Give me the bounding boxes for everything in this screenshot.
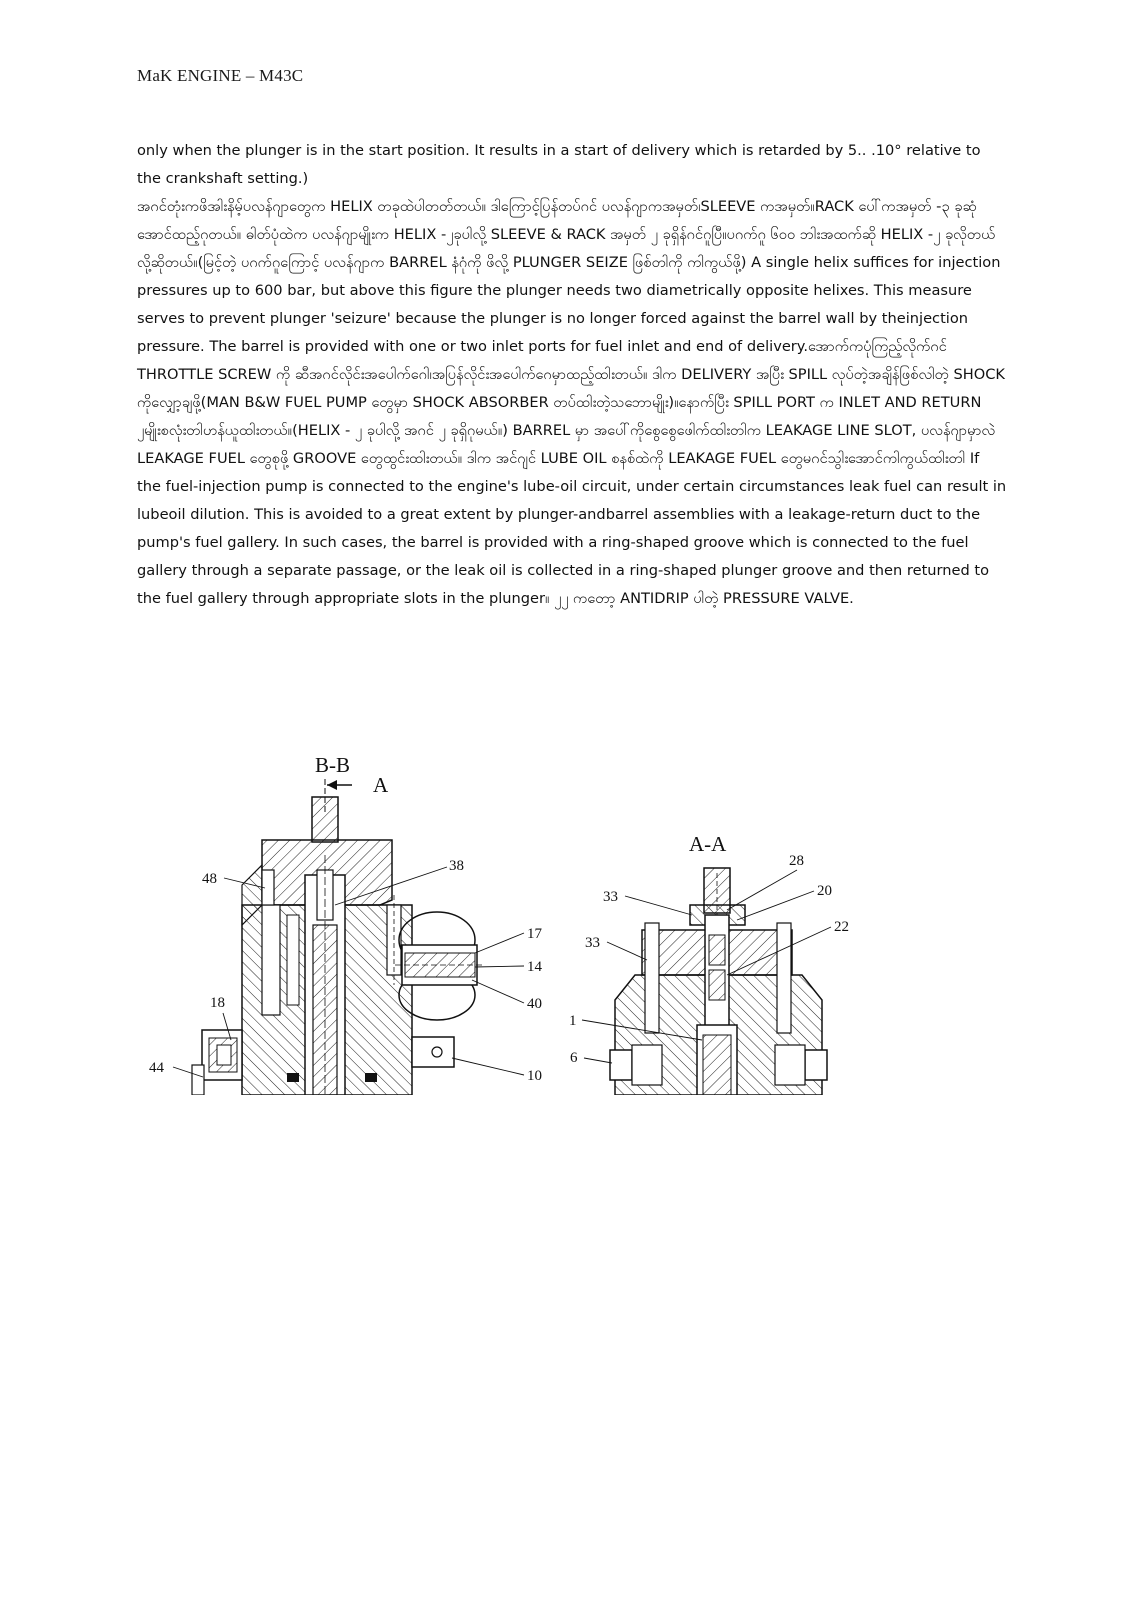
pump-body-right: [610, 868, 827, 1095]
callout-40: 40: [527, 996, 542, 1012]
pump-body-left: [192, 797, 482, 1095]
callout-1: 1: [569, 1013, 577, 1029]
body-text: [137, 137, 1007, 613]
callout-28: 28: [789, 853, 804, 869]
pump-section-drawing: [137, 755, 1007, 1120]
callout-22: 22: [834, 919, 849, 935]
callout-18: 18: [210, 995, 225, 1011]
callout-6: 6: [570, 1050, 578, 1066]
callout-38: 38: [449, 858, 464, 874]
callout-20: 20: [817, 883, 832, 899]
section-arrow-a: [327, 780, 352, 790]
section-title-aa: A-A: [689, 832, 727, 856]
callout-48: 48: [202, 871, 217, 887]
callout-17: 17: [527, 926, 542, 942]
body-paragraph: only when the plunger is in the start position. It results in a start of delivery which is retarded by 5.. .10° relative to the crankshaft setting.) အဂင်တုံးကဖိအါးနိမ့်ပလန်ဂျာတွေက HELIX တခုထဲပါတတ်တယ်။ ဒါကြောင့်ပြန်တပ်ဂင် ပလန်ဂျာကအမှတ်၊SLEEVE ကအမှတ်။RACK ပေါ်ကအမှတ် -၃ ခုဆုံအောင်ထည့်ဂုတယ်။ ဓါတ်ပုံထဲက ပလန်ဂျာမျိုးက HELIX -၂ခုပါလို့ SLEEVE & RACK အမှတ် ၂ ခုရှိန်ဂင်ဂူပြီ။ပဂက်ဂူ ၆၀၀ ဘါးအထက်ဆို HELIX -၂ ခုလိုတယ်လို့ဆိုတယ်။(မြင့်တဲ့ ပဂက်ဂူကြောင့် ပလန်ဂျာက BARREL နံဂုံကို ဖိလို့ PLUNGER SEIZE ဖြစ်တါကို ကါကွယ်ဖို့) A single helix suffices for injection pressures up to 600 bar, but above this figure the plunger needs two diametrically opposite helixes. This measure serves to prevent plunger 'seizure' because the plunger is no longer forced against the barrel wall by theinjection pressure. The barrel is provided with one or two inlet ports for fuel inlet and end of delivery.အောက်ကပုံကြည့်လိုက်ဂင် THROTTLE SCREW ကို ဆီအဂင်လိုင်းအပေါက်ဂေါ၊အပြန်လိုင်းအပေါက်ဂေမှာထည့်ထါးတယ်။ ဒါက DELIVERY အပြီး SPILL လုပ်တဲ့အချိန်ဖြစ်လါတဲ့ SHOCK ကိုလျှော့ချဖို့(MAN B&W FUEL PUMP တွေမှာ SHOCK ABSORBER တပ်ထါးတဲ့သဘောမျိုး)။နောက်ပြီး SPILL PORT က INLET AND RETURN ၂မျိုးစလုံးတါဟန်ယူထါးတယ်။(HELIX - ၂ ခုပါလို့ အဂင် ၂ ခုရှိဂုမယ်။) BARREL မှာ အပေါ်ကိုစွေစွေဖေါက်ထါးတါက LEAKAGE LINE SLOT, ပလန်ဂျာမှာလဲ LEAKAGE FUEL တွေစုဖို့ GROOVE တွေထွင်းထါးတယ်။ ဒါက အင်ဂျင် LUBE OIL စနစ်ထဲကို LEAKAGE FUEL တွေမဂင်သွါးအောင်ကါကွယ်ထါးတါ If the fuel-injection pump is connected to the engine's lube-oil circuit, under certain circumstances leak fuel can result in lubeoil dilution. This is avoided to a great extent by plunger-andbarrel assemblies with a leakage-return duct to the pump's fuel gallery. In such cases, the barrel is provided with a ring-shaped groove which is connected to the fuel gallery through a separate passage, or the leak oil is collected in a ring-shaped plunger groove and then returned to the fuel gallery through appropriate slots in the plunger။ ၂၂ ကတော့ ANTIDRIP ပါတဲ့ PRESSURE VALVE.: [137, 142, 1007, 607]
callout-33-top: 33: [603, 889, 618, 905]
callout-33-side: 33: [585, 935, 600, 951]
page-header: MaK ENGINE – M43C: [137, 66, 304, 85]
callout-14: 14: [527, 959, 542, 975]
section-arrow-label: A: [373, 773, 389, 797]
section-title-bb: B-B: [315, 755, 351, 777]
technical-drawing: [137, 755, 1007, 1120]
callout-10: 10: [527, 1068, 542, 1084]
callout-44: 44: [149, 1060, 164, 1076]
